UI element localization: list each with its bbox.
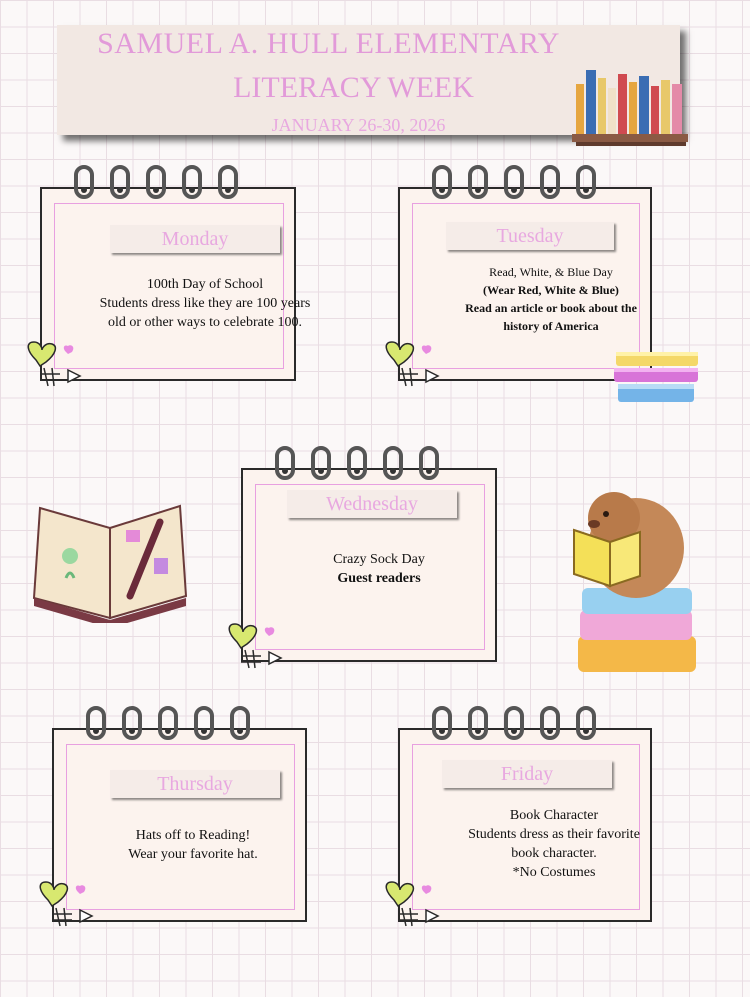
school-name: SAMUEL A. HULL ELEMENTARY: [97, 27, 560, 60]
spiral-rings: [432, 165, 596, 199]
day-label: Monday: [110, 225, 280, 253]
spiral-rings: [74, 165, 238, 199]
event-dates: JANUARY 26-30, 2026: [271, 115, 446, 135]
heart-doodle-icon: [380, 878, 444, 928]
heart-doodle-icon: [380, 338, 444, 388]
day-label: Wednesday: [287, 490, 457, 518]
spiral-rings: [432, 706, 596, 740]
day-label: Tuesday: [446, 222, 614, 250]
day-details: 100th Day of School Students dress like they are 100 years old or other ways to celebrate 100.: [99, 277, 311, 330]
heart-doodle-icon: [34, 878, 98, 928]
spiral-rings: [86, 706, 250, 740]
book-stack-illustration: [612, 350, 702, 408]
day-details: Book Character Students dress as their favorite book character. *No Costumes: [468, 808, 640, 880]
event-title: LITERACY WEEK: [233, 71, 474, 104]
spiral-rings: [275, 446, 439, 480]
day-label: Thursday: [110, 770, 280, 798]
capybara-reading-illustration: [572, 484, 700, 680]
heart-doodle-icon: [223, 620, 287, 670]
bookshelf-illustration: [570, 66, 690, 152]
open-notebook-illustration: [30, 488, 190, 623]
heart-doodle-icon: [22, 338, 86, 388]
day-details: Hats off to Reading! Wear your favorite hat.: [128, 828, 258, 862]
day-label: Friday: [442, 760, 612, 788]
day-details: Crazy Sock Day Guest readers: [333, 552, 425, 586]
day-details: Read, White, & Blue Day (Wear Red, White & Blue) Read an article or book about the history of America: [465, 265, 637, 333]
